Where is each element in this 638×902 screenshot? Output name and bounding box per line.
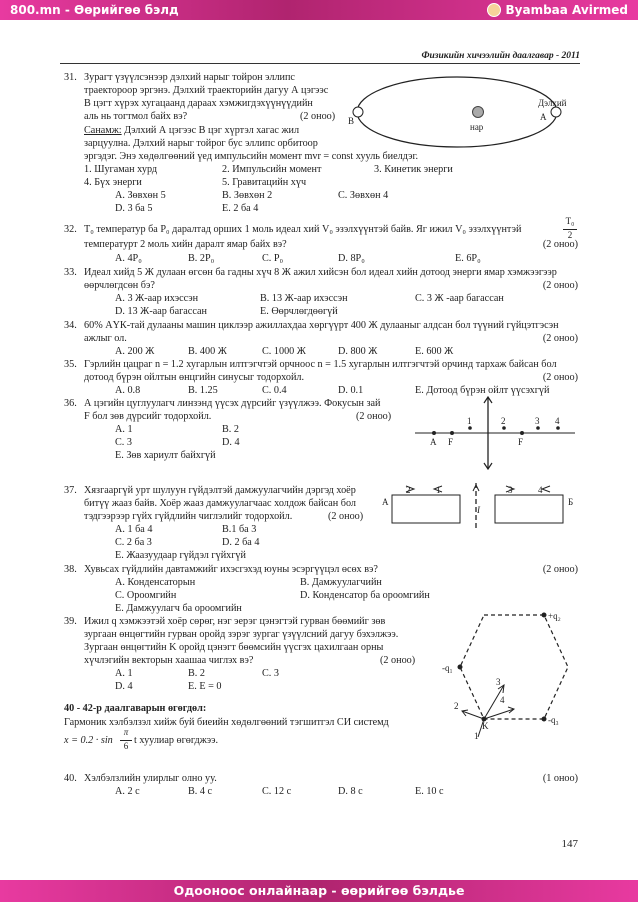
q38-option-e[interactable]: E. Дамжуулагч ба ороомгийн [115, 603, 242, 614]
image-point-3 [536, 426, 540, 430]
q35-points: (2 оноо) [542, 372, 578, 383]
q32-points: (2 оноо) [542, 239, 578, 250]
top-banner [0, 0, 638, 20]
focus-right [520, 431, 524, 435]
q34-option-a[interactable]: А. 200 Ж [115, 346, 155, 357]
q32-line: температурт 2 моль хийн даралт ямар байх вэ? [84, 239, 287, 250]
q31-item: 2. Импульсийн момент [222, 164, 322, 175]
q35-option-c[interactable]: С. 0.4 [262, 385, 287, 396]
q33-option-b[interactable]: В. 13 Ж-аар ихэссэн [260, 293, 348, 304]
q40-option-c[interactable]: С. 12 с [262, 786, 292, 797]
q31-note-text: Дэлхий А цэгээс В цэг хүртэл хагас жил [121, 125, 300, 136]
q31-line: эргэдэг. Энэ хөдөлгөөний үед импульсийн момент mvr = const хууль биелдэг. [84, 151, 419, 162]
q37-line: битүү жааз байв. Хоёр жааз дамжуулагчаас холдож байсан бол [84, 498, 357, 509]
q33-line: Идеал хийд 5 Ж дулаан өгсөн ба гадны хүч 8 Ж ажил хийсэн бол идеал хийн дотоод энерги ямар хэмжээгээр [84, 267, 557, 278]
q33-option-d[interactable]: D. 13 Ж-аар багассан [115, 306, 207, 317]
fig-label-earth: Дэлхий [538, 98, 567, 108]
q31-line: Зурагт үзүүлсэнээр дэлхий нарыг тойрон эллипс [84, 72, 295, 83]
q37-option-b[interactable]: В.1 ба 3 [222, 524, 257, 535]
q32-frac-den: 2 [567, 230, 573, 240]
q31-option-b[interactable]: В. Зөвхөн 2 [222, 190, 273, 201]
avatar [487, 3, 501, 17]
lens-figure [410, 395, 580, 470]
q31-line: В цэгт хүрэх хугацаанд дараах хэмжигдэхүүнүүдийн [84, 98, 313, 109]
page-number: 147 [561, 838, 578, 850]
fig-label-b: B [348, 116, 355, 126]
lens-label-4: 4 [555, 416, 560, 426]
user-badge[interactable] [487, 3, 628, 18]
q36-option-c[interactable]: С. 3 [115, 437, 132, 448]
hex-label-q3: -q₃ [548, 715, 559, 725]
q39-line: хүчлэгийн векторын хаашаа чиглэх вэ? [84, 655, 254, 666]
q32-option-b[interactable]: В. 2P₀ [188, 253, 215, 264]
lens-label-2: 2 [501, 416, 506, 426]
q37-line: Хязгааргүй урт шулуун гүйдэлтэй дамжуулагчийн дэргэд хоёр [84, 485, 356, 496]
q34-number: 34. [64, 320, 77, 331]
group-title: 40 - 42-р даалгаварын өгөгдөл: [64, 703, 207, 714]
q39-points: (2 оноо) [380, 655, 416, 666]
formula-right: t хуулиар өгөгджээ. [134, 735, 219, 746]
frames-figure [380, 483, 580, 528]
q37-points: (2 оноо) [328, 511, 364, 522]
header-rule [60, 63, 580, 64]
frame-a [392, 495, 460, 523]
q31-option-d[interactable]: D. 3 ба 5 [115, 203, 153, 214]
q34-line: 60% АҮК-тай дулааны машин циклээр ажиллахдаа хөргүүрт 400 Ж дулааныг алдсан бол түүний гүйцэтгэсэн [84, 320, 559, 331]
q33-number: 33. [64, 267, 77, 278]
q32-option-c[interactable]: С. P₀ [262, 253, 284, 264]
q39-line: Зургаан өнцөгтийн K оройд цэнэгт бөөмсийн үүсгэх цахилгаан орны [84, 642, 384, 653]
q31-line: аль нь тогтмол байх вэ? [84, 111, 188, 122]
q35-line: Гэрлийн цацраг n = 1.2 хугарлын илтгэгчтэй орчноос n = 1.5 хугарлын илтгэгчтэй орчинд тархаж байсан бол [84, 359, 557, 370]
hex-label-4: 4 [500, 695, 505, 705]
q36-option-e[interactable]: E. Зөв хариулт байхгүй [115, 450, 216, 461]
hex-label-q1: -q₁ [442, 663, 453, 673]
arrow-4 [542, 486, 550, 492]
q40-option-e[interactable]: E. 10 с [415, 786, 444, 797]
q38-points: (2 оноо) [542, 564, 578, 575]
q40-option-a[interactable]: А. 2 с [115, 786, 140, 797]
q32-option-d[interactable]: D. 8P₀ [338, 253, 365, 264]
q38-option-b[interactable]: В. Дамжуулагчийн [300, 577, 382, 588]
q31-option-a[interactable]: А. Зөвхөн 5 [115, 190, 166, 201]
q31-note [84, 124, 299, 137]
charge-q2 [542, 613, 547, 618]
lens-label-3: 3 [535, 416, 540, 426]
point-a [432, 431, 436, 435]
q37-option-e[interactable]: E. Жаазуудаар гүйдэл гүйхгүй [115, 550, 246, 561]
frame-num-2: 2 [406, 485, 411, 495]
q34-line: ажлыг ол. [84, 333, 127, 344]
q34-option-d[interactable]: D. 800 Ж [338, 346, 378, 357]
formula-left: x = 0.2 · sin [64, 735, 113, 746]
q34-points: (2 оноо) [542, 333, 578, 344]
hex-label-q2: +q₂ [548, 611, 561, 621]
q32-option-a[interactable]: А. 4P₀ [115, 253, 142, 264]
q31-option-c[interactable]: С. Зөвхөн 4 [338, 190, 389, 201]
site-title[interactable]: 800.mn - Өөрийгөө бэлд [10, 3, 179, 17]
q39-option-e[interactable]: E. E = 0 [188, 681, 222, 692]
q36-line: F бол зөв дүрсийг тодорхойл. [84, 411, 212, 422]
q31-note-label: Санамж: [84, 125, 122, 136]
image-point-1 [468, 426, 472, 430]
image-point-4 [556, 426, 560, 430]
frame-num-3: 3 [508, 485, 513, 495]
bottom-banner[interactable]: Одооноос онлайнаар - өөрийгөө бэлдье [0, 880, 638, 902]
q31-item: 4. Бүх энерги [84, 177, 142, 188]
current-label: I [477, 505, 480, 515]
orbit-ellipse [357, 77, 557, 147]
hexagon-figure [440, 605, 580, 740]
q31-line: траектороор эргэнэ. Дэлхий траекторийн дагуу А цэгээс [84, 85, 329, 96]
formula-num: π [123, 727, 129, 737]
q39-number: 39. [64, 616, 77, 627]
image-point-2 [502, 426, 506, 430]
q36-option-d[interactable]: D. 4 [222, 437, 240, 448]
q39-line: зургаан өнцөгтийн гурван оройд зэрэг зургаг үзүүлсний дагуу бэхэлжээ. [84, 629, 399, 640]
q31-line: зарцуулна. Дэлхий нарыг тойрог бус эллипс орбитоор [84, 138, 318, 149]
q37-option-c[interactable]: С. 2 ба 3 [115, 537, 152, 548]
q36-number: 36. [64, 398, 77, 409]
q31-option-e[interactable]: E. 2 ба 4 [222, 203, 259, 214]
q36-points: (2 оноо) [356, 411, 392, 422]
q37-option-a[interactable]: А. 1 ба 4 [115, 524, 153, 535]
q32-number: 32. [64, 224, 77, 235]
hex-label-2: 2 [454, 701, 459, 711]
charge-q3 [542, 717, 547, 722]
q32-line: T₀ температур ба P₀ даралтад орших 1 моль идеал хий V₀ эзэлхүүнтэй байв. Яг ижил V₀ эзэлхүүнтэй [84, 224, 522, 235]
q35-option-e[interactable]: E. Дотоод бүрэн ойлт үүсэхгүй [415, 385, 550, 396]
q38-option-c[interactable]: С. Ороомгийн [115, 590, 177, 601]
charge-q1 [458, 665, 463, 670]
running-header: Физикийн хичээлийн даалгавар - 2011 [421, 51, 580, 61]
lens-label-f1: F [448, 437, 454, 447]
q31-item: 5. Гравитацийн хүч [222, 177, 307, 188]
q40-points: (1 оноо) [542, 773, 578, 784]
q40-line: Хэлбэлзлийн улирлыг олно уу. [84, 773, 217, 784]
frame-b [495, 495, 563, 523]
q38-line: Хувьсах гүйдлийн давтамжийг ихэсгэхэд юуны эсэргүүцэл өсөх вэ? [84, 564, 378, 575]
lens-label-a: А [430, 437, 437, 447]
q36-option-a[interactable]: А. 1 [115, 424, 133, 435]
q33-option-c[interactable]: С. 3 Ж -аар багассан [415, 293, 504, 304]
frame-label-a: А [382, 497, 389, 507]
q38-number: 38. [64, 564, 77, 575]
q39-option-d[interactable]: D. 4 [115, 681, 133, 692]
q39-option-b[interactable]: В. 2 [188, 668, 205, 679]
q39-line: Ижил q хэмжээтэй хоёр сөрөг, нэг эерэг цэнэгтэй гурван бөөмийг зөв [84, 616, 386, 627]
formula-den: 6 [123, 741, 129, 751]
q33-option-a[interactable]: А. 3 Ж-аар ихэссэн [115, 293, 199, 304]
q35-line: дотоод бүрэн ойлтын өнцгийн синусыг тодорхойл. [84, 372, 305, 383]
q35-number: 35. [64, 359, 77, 370]
q37-number: 37. [64, 485, 77, 496]
hex-label-1: 1 [474, 731, 479, 741]
q31-number: 31. [64, 72, 77, 83]
q35-option-b[interactable]: В. 1.25 [188, 385, 218, 396]
q33-points: (2 оноо) [542, 280, 578, 291]
frame-num-4: 4 [538, 485, 543, 495]
q35-option-a[interactable]: А. 0.8 [115, 385, 141, 396]
q35-option-d[interactable]: D. 0.1 [338, 385, 364, 396]
q39-option-c[interactable]: С. 3 [262, 668, 279, 679]
sun-icon [473, 107, 484, 118]
point-b [353, 107, 363, 117]
q37-option-d[interactable]: D. 2 ба 4 [222, 537, 260, 548]
hex-label-3: 3 [496, 677, 501, 687]
q33-option-e[interactable]: E. Өөрчлөгдөөгүй [260, 306, 338, 317]
frame-num-1: 1 [436, 485, 441, 495]
q36-option-b[interactable]: В. 2 [222, 424, 239, 435]
user-name: Byambaa Avirmed [505, 3, 628, 17]
q39-option-a[interactable]: А. 1 [115, 668, 133, 679]
frame-label-b: Б [568, 497, 574, 507]
focus-left [450, 431, 454, 435]
group-line: Гармоник хэлбэлзэл хийж буй биеийн хөдөлгөөний тэгшитгэл СИ системд [64, 717, 389, 728]
lens-label-f2: F [518, 437, 524, 447]
point-a [551, 107, 561, 117]
q38-option-a[interactable]: А. Конденсаторын [115, 577, 196, 588]
q36-line: А цэгийн цуглуулагч линзэнд үүсэх дүрсийг үзүүлжээ. Фокусын зай [84, 398, 381, 409]
hex-label-k: K [482, 721, 489, 731]
fig-label-a: А [540, 112, 547, 122]
q31-item: 1. Шугаман хурд [84, 164, 158, 175]
q31-points: (2 оноо) [300, 111, 336, 122]
q33-line: өөрчлөгдсөн бэ? [84, 280, 155, 291]
q38-option-d[interactable]: D. Конденсатор ба ороомгийн [300, 590, 430, 601]
lens-label-1: 1 [467, 416, 472, 426]
q31-item: 3. Кинетик энерги [374, 164, 453, 175]
fig-label-sun: нар [470, 122, 484, 132]
q34-option-c[interactable]: С. 1000 Ж [262, 346, 306, 357]
q34-option-b[interactable]: В. 400 Ж [188, 346, 227, 357]
orbit-figure [340, 72, 580, 152]
q32-frac-num: T₀ [565, 216, 575, 226]
hexagon [460, 615, 568, 719]
q34-option-e[interactable]: E. 600 Ж [415, 346, 454, 357]
q40-option-d[interactable]: D. 8 с [338, 786, 363, 797]
q32-option-e[interactable]: E. 6P₀ [455, 253, 481, 264]
q37-line: тэдгээрээр гүйх гүйдлийн чиглэлийг тодорхойл. [84, 511, 293, 522]
q40-option-b[interactable]: В. 4 с [188, 786, 213, 797]
q40-number: 40. [64, 773, 77, 784]
